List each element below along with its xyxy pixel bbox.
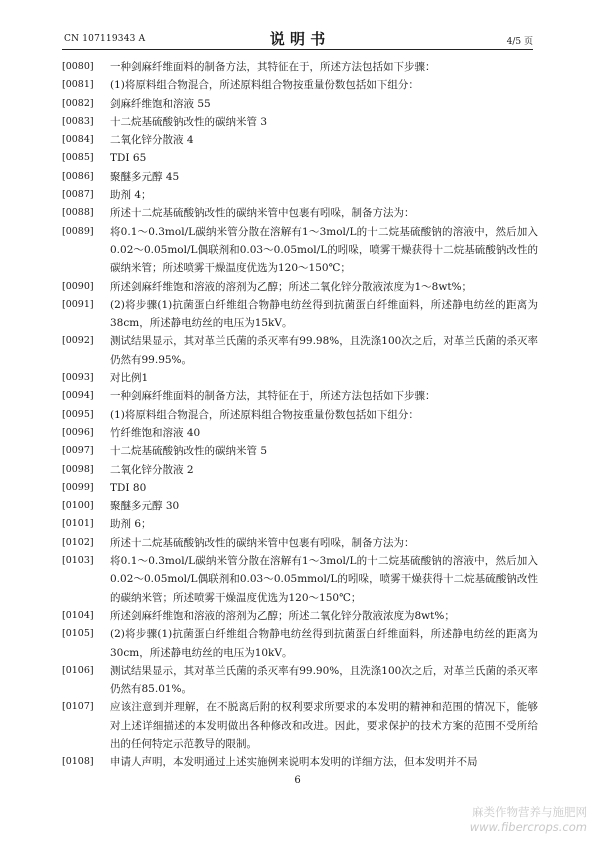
paragraph — [62, 607, 538, 625]
paragraph-text: (2)将步骤(1)抗菌蛋白纤维组合物静电纺丝得到抗菌蛋白纤维面料，所述静电纺丝的距离为38cm，所述静电纺丝的电压为15kV。 — [110, 298, 538, 330]
paragraph-number: [0086] — [62, 170, 94, 182]
paragraph — [62, 76, 538, 94]
paragraph-text: (1)将原料组合物混合，所述原料组合物按重量份数包括如下组分： — [110, 79, 419, 92]
paragraph-text: 测试结果显示，其对革兰氏菌的杀灭率有99.98%，且洗涤100次之后，对革兰氏菌的杀灭率仍然有99.95%。 — [110, 335, 538, 366]
watermark-site-name: 麻类作物营养与施肥网 — [472, 805, 587, 819]
paragraph — [62, 662, 538, 699]
paragraph-text: 一种剑麻纤维面料的制备方法，其特征在于，所述方法包括如下步骤： — [110, 390, 436, 403]
paragraph-number: [0105] — [62, 628, 94, 640]
paragraph-text: 所述十二烷基硫酸钠改性的碳纳米管中包裹有吲哚，制备方法为： — [110, 536, 415, 549]
header-divider — [62, 49, 533, 50]
paragraph — [62, 497, 538, 515]
paragraph — [62, 95, 538, 113]
paragraph-number: [0097] — [62, 445, 94, 457]
paragraph-text: 二氧化锌分散液 4 — [110, 134, 194, 147]
paragraph — [62, 552, 538, 607]
paragraph-text: TDI 80 — [110, 481, 147, 494]
paragraph — [62, 332, 538, 369]
paragraph-text: 二氧化锌分散液 2 — [110, 463, 194, 476]
paragraph — [62, 387, 538, 405]
paragraph-number: [0099] — [62, 481, 94, 493]
paragraph — [62, 424, 538, 442]
paragraph-text: (2)将步骤(1)抗菌蛋白纤维组合物静电纺丝得到抗菌蛋白纤维面料，所述静电纺丝的距离为30cm，所述静电纺丝的电压为10kV。 — [110, 628, 538, 659]
paragraph-number: [0095] — [62, 408, 94, 420]
paragraph-number: [0085] — [62, 152, 94, 164]
paragraph — [62, 369, 538, 387]
paragraph-number: [0091] — [62, 298, 94, 310]
paragraph-text: 助剂 4； — [110, 189, 152, 202]
watermark-url: www.fibercrops.com — [469, 820, 587, 834]
document-title: 说 明 书 — [269, 30, 326, 48]
paragraph-text: 将0.1～0.3mol/L碳纳米管分散在溶解有1～3mol/L的十二烷基硫酸钠的溶液中，然后加入0.02～0.05mol/L偶联剂和0.03～0.05mmol/L的吲哚，喷雾干燥获得十二烷基硫酸钠改性的碳纳米管；所述喷雾干燥温度优选为120～150℃； — [110, 555, 538, 604]
paragraph — [62, 698, 538, 753]
page-number: 6 — [294, 775, 301, 786]
paragraph-number: [0101] — [62, 518, 94, 530]
paragraph-number: [0102] — [62, 536, 94, 548]
paragraph — [62, 113, 538, 131]
paragraph-text: 聚醚多元醇 45 — [110, 170, 180, 183]
paragraph — [62, 204, 538, 222]
paragraph-text: 聚醚多元醇 30 — [110, 500, 180, 513]
paragraph-number: [0080] — [62, 61, 94, 72]
paragraph — [62, 406, 538, 424]
paragraph-text: TDI 65 — [110, 152, 147, 165]
paragraph — [62, 168, 538, 186]
paragraph-number: [0084] — [62, 134, 94, 146]
paragraph — [62, 534, 538, 552]
paragraph-number: [0094] — [62, 390, 94, 402]
paragraph-list — [62, 58, 538, 772]
paragraph-number: [0100] — [62, 500, 94, 512]
paragraph — [62, 296, 538, 333]
paragraph-number: [0093] — [62, 372, 94, 384]
paragraph-number: [0089] — [62, 225, 94, 237]
paragraph-text: 将0.1～0.3mol/L碳纳米管分散在溶解有1～3mol/L的十二烷基硫酸钠的溶液中，然后加入0.02～0.05mol/L偶联剂和0.03～0.05mol/L的吲哚，喷雾干燥获得十二烷基硫酸钠改性的碳纳米管；所述喷雾干燥温度优选为120～150℃； — [110, 225, 538, 275]
paragraph-text: 所述十二烷基硫酸钠改性的碳纳米管中包裹有吲哚，制备方法为： — [110, 207, 415, 220]
paragraph — [62, 58, 538, 76]
paragraph — [62, 515, 538, 533]
paragraph — [62, 461, 538, 479]
paragraph — [62, 223, 538, 278]
paragraph-number: [0106] — [62, 664, 94, 676]
paragraph-number: [0092] — [62, 335, 94, 347]
paragraph — [62, 149, 538, 167]
paragraph-text: 申请人声明，本发明通过上述实施例来说明本发明的详细方法，但本发明并不局 — [110, 756, 478, 769]
paragraph — [62, 278, 538, 296]
paragraph-number: [0098] — [62, 463, 94, 475]
paragraph-text: 所述剑麻纤维饱和溶液的溶剂为乙醇；所述二氧化锌分散液浓度为1～8wt%； — [110, 280, 473, 293]
watermark — [470, 805, 587, 835]
paragraph-text: 对比例1 — [110, 372, 149, 385]
paragraph-number: [0096] — [62, 426, 94, 438]
paragraph-number: [0103] — [62, 555, 94, 567]
paragraph-number: [0087] — [62, 189, 94, 201]
paragraph — [62, 479, 538, 497]
paragraph-text: 助剂 6； — [110, 518, 152, 531]
paragraph-text: 剑麻纤维饱和溶液 55 — [110, 97, 211, 110]
paragraph-number: [0104] — [62, 609, 94, 621]
paragraph-text: 应该注意到并理解，在不脱离后附的权利要求所要求的本发明的精神和范围的情况下，能够对上述详细描述的本发明做出各种修改和改进。因此，要求保护的技术方案的范围不受所给出的任何特定示范教导的限制。 — [110, 701, 538, 750]
paragraph-text: 一种剑麻纤维面料的制备方法，其特征在于，所述方法包括如下步骤： — [110, 61, 436, 73]
paragraph-text: 十二烷基硫酸钠改性的碳纳米管 5 — [110, 445, 268, 458]
paragraph — [62, 753, 538, 771]
paragraph — [62, 186, 538, 204]
paragraph-text: 十二烷基硫酸钠改性的碳纳米管 3 — [110, 115, 268, 128]
paragraph — [62, 442, 538, 460]
paragraph-number: [0107] — [62, 701, 94, 713]
paragraph-text: 竹纤维饱和溶液 40 — [110, 426, 201, 439]
paragraph-number: [0108] — [62, 756, 94, 768]
paragraph-text: 测试结果显示，其对革兰氏菌的杀灭率有99.90%，且洗涤100次之后，对革兰氏菌的杀灭率仍然有85.01%。 — [110, 664, 538, 696]
paragraph-number: [0083] — [62, 115, 94, 127]
paragraph-number: [0090] — [62, 280, 94, 292]
paragraph — [62, 625, 538, 662]
paragraph-number: [0081] — [62, 79, 94, 91]
paragraph-text: 所述剑麻纤维饱和溶液的溶剂为乙醇；所述二氧化锌分散液浓度为8wt%； — [110, 609, 455, 622]
paragraph-number: [0088] — [62, 207, 94, 219]
patent-number: CN 107119343 A — [64, 34, 146, 44]
paragraph-number: [0082] — [62, 97, 94, 109]
paragraph-text: (1)将原料组合物混合，所述原料组合物按重量份数包括如下组分： — [110, 408, 419, 421]
page-label: 4/5 页 — [506, 37, 533, 47]
paragraph — [62, 131, 538, 149]
